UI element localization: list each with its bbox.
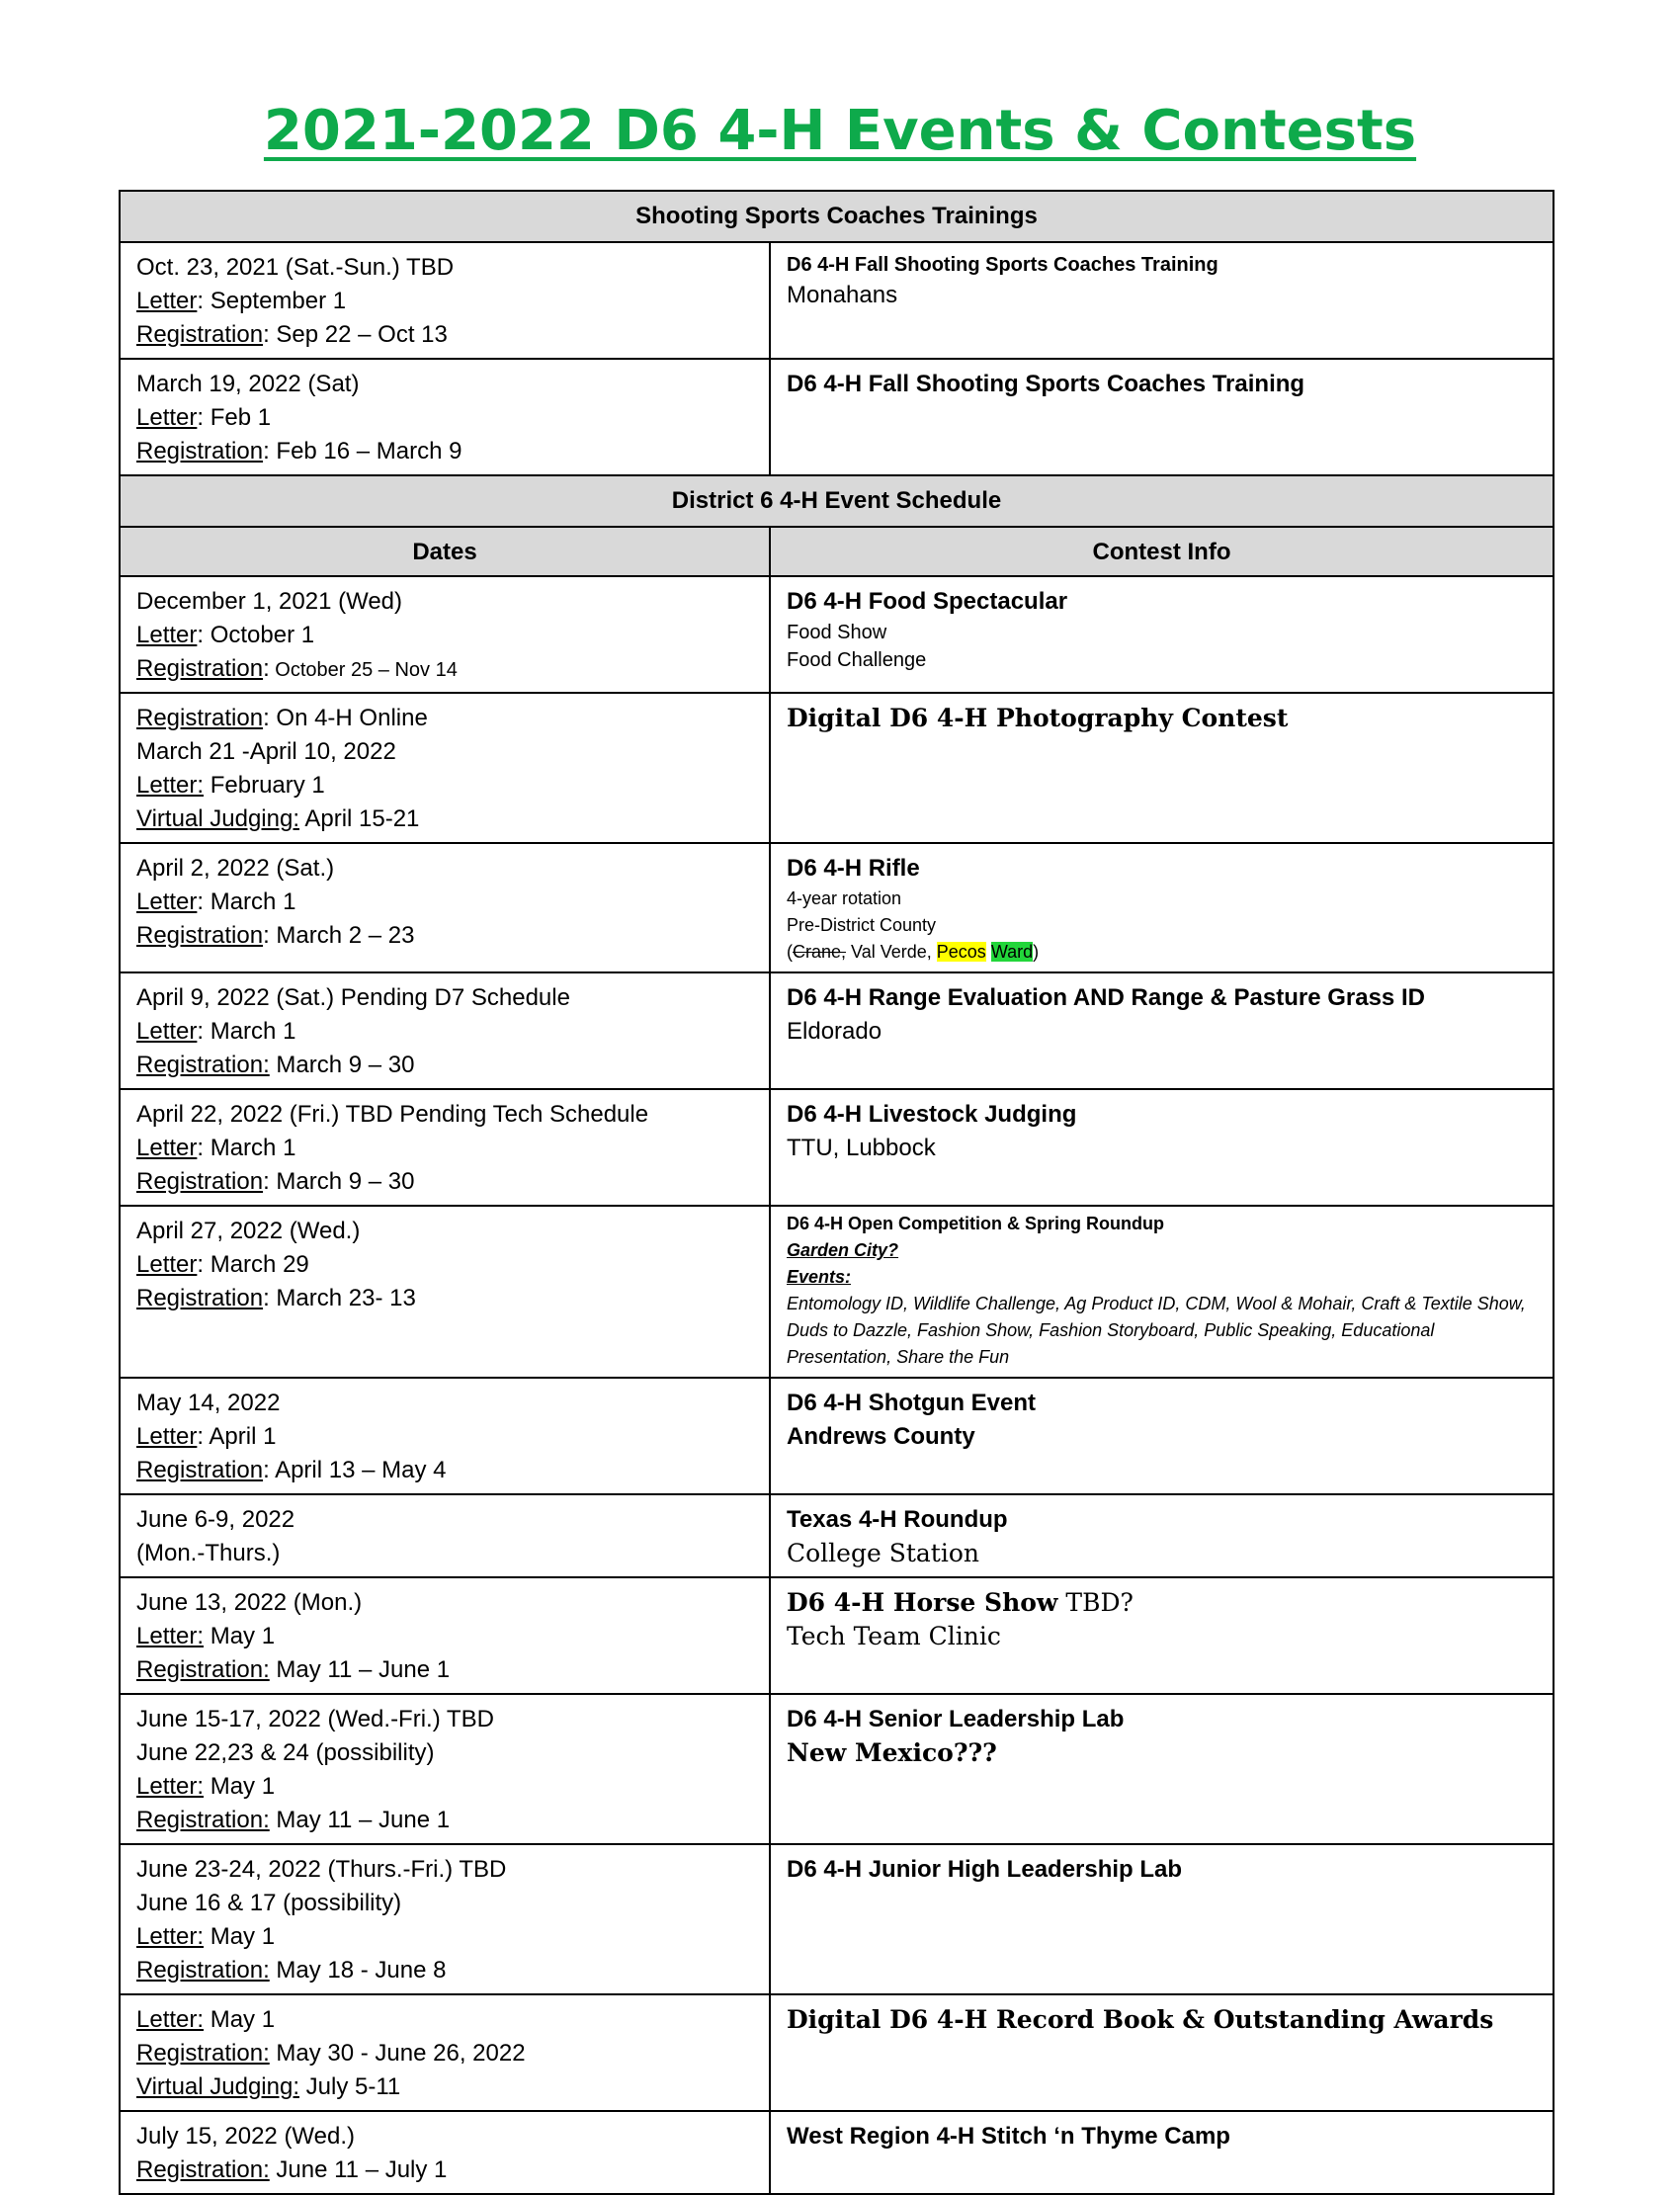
letter-label: Letter (136, 888, 198, 915)
letter-date: Feb 1 (204, 404, 272, 431)
table-row (120, 1694, 1554, 1844)
event-name: D6 4-H Fall Shooting Sports Coaches Training (787, 371, 1305, 397)
event-date: June 23-24, 2022 (Thurs.-Fri.) TBD (136, 1856, 507, 1883)
event-date: April 2, 2022 (Sat.) (136, 855, 335, 882)
event-location: TTU, Lubbock (787, 1135, 936, 1161)
virtual-judging-dates: July 5-11 (299, 2073, 401, 2100)
virtual-judging-label: Virtual Judging: (136, 2073, 299, 2100)
contest-cell (770, 843, 1554, 972)
contest-cell (770, 1844, 1554, 1994)
event-location: New Mexico??? (787, 1738, 997, 1767)
letter-label: Letter: (136, 1623, 205, 1649)
dates-cell: April 2, 2022 (Sat.) Letter: March 1 Registration: March 2 – 23 (120, 843, 770, 972)
column-header-dates: Dates (120, 527, 770, 576)
event-name: D6 4-H Range Evaluation AND Range & Pasture Grass ID (787, 984, 1425, 1011)
event-name: D6 4-H Horse Show (787, 1588, 1058, 1617)
events-list: Entomology ID, Wildlife Challenge, Ag Product ID, CDM, Wool & Mohair, Craft & Textile Show, Duds to Dazzle, Fashion Show, Fashion Storyboard, Public Speaking, Educational Presentation, Share the Fun (787, 1294, 1526, 1367)
registration-dates: March 9 – 30 (269, 1052, 415, 1078)
registration-dates: October 25 – Nov 14 (269, 659, 458, 681)
contest-cell (770, 1378, 1554, 1494)
letter-label: Letter (136, 288, 198, 314)
contest-cell (770, 1694, 1554, 1844)
registration-label: Registration (136, 655, 264, 682)
contest-cell (770, 1494, 1554, 1577)
letter-label: Letter (136, 622, 198, 648)
event-name: D6 4-H Open Competition & Spring Roundup (787, 1214, 1164, 1233)
registration-label: Registration (136, 922, 264, 949)
registration-label: Registration (136, 438, 264, 464)
event-date: June 13, 2022 (Mon.) (136, 1589, 363, 1616)
dates-cell: March 19, 2022 (Sat) Letter: Feb 1 Registration: Feb 16 – March 9 (120, 359, 770, 475)
registration-label: Registration: (136, 1052, 270, 1078)
contest-cell (770, 1089, 1554, 1206)
event-date: April 27, 2022 (Wed.) (136, 1218, 361, 1244)
letter-date: April 1 (204, 1423, 277, 1450)
event-location: Monahans (787, 282, 898, 308)
registration-label: Registration: (136, 1656, 270, 1683)
letter-date: October 1 (204, 622, 315, 648)
letter-date: May 1 (204, 1623, 276, 1649)
table-row (120, 843, 1554, 972)
county-crane: Crane, (793, 942, 847, 962)
event-status: TBD? (1057, 1588, 1134, 1617)
event-location: Andrews County (787, 1423, 975, 1450)
dates-cell: May 14, 2022 Letter: April 1 Registration: April 13 – May 4 (120, 1378, 770, 1494)
contest-cell (770, 576, 1554, 693)
event-location: Garden City? (787, 1240, 899, 1260)
column-header-contest-info: Contest Info (770, 527, 1554, 576)
virtual-judging-dates: April 15-21 (299, 805, 420, 832)
event-date: March 19, 2022 (Sat) (136, 371, 360, 397)
event-name: D6 4-H Senior Leadership Lab (787, 1706, 1125, 1732)
table-row (120, 1844, 1554, 1994)
registration-label: Registration: (136, 1957, 270, 1984)
event-date: April 22, 2022 (Fri.) TBD Pending Tech Schedule (136, 1101, 649, 1128)
section-header-district: District 6 4-H Event Schedule (120, 475, 1554, 527)
letter-label: Letter (136, 1135, 198, 1161)
county-val-verde: Val Verde, (846, 942, 937, 962)
contest-cell (770, 972, 1554, 1089)
letter-date: September 1 (204, 288, 347, 314)
table-row (120, 1994, 1554, 2111)
county-pecos: Pecos (936, 942, 986, 962)
event-date: Oct. 23, 2021 (Sat.-Sun.) TBD (136, 254, 455, 281)
letter-label: Letter (136, 404, 198, 431)
registration-label: Registration: (136, 2040, 270, 2067)
dates-cell (120, 1577, 770, 1694)
letter-date: March 1 (204, 1135, 296, 1161)
letter-label: Letter: (136, 772, 205, 799)
dates-cell (120, 1844, 770, 1994)
registration-dates: Feb 16 – March 9 (269, 438, 462, 464)
event-name: Digital D6 4-H Record Book & Outstanding Awards (787, 2005, 1494, 2034)
dates-cell: April 27, 2022 (Wed.) Letter: March 29 Registration: March 23- 13 (120, 1206, 770, 1378)
letter-date: February 1 (204, 772, 325, 799)
event-location: Tech Team Clinic (787, 1622, 1001, 1650)
letter-date: March 1 (204, 1018, 296, 1045)
registration-label: Registration: (136, 2156, 270, 2183)
letter-label: Letter: (136, 2006, 205, 2033)
dates-cell (120, 2111, 770, 2194)
letter-label: Letter (136, 1251, 198, 1278)
registration-label: Registration (136, 1285, 264, 1311)
event-date: March 21 -April 10, 2022 (136, 738, 396, 765)
table-row (120, 2111, 1554, 2194)
contest-cell (770, 1994, 1554, 2111)
dates-cell: Registration: On 4-H Online March 21 -April 10, 2022 Letter: February 1 Virtual Judging: April 15-21 (120, 693, 770, 843)
registration-label: Registration: (136, 1807, 270, 1833)
event-name: D6 4-H Livestock Judging (787, 1101, 1077, 1128)
letter-date: March 29 (204, 1251, 309, 1278)
event-date: June 6-9, 2022 (136, 1506, 295, 1533)
registration-label: Registration (136, 1168, 264, 1195)
event-name: West Region 4-H Stitch ‘n Thyme Camp (787, 2123, 1230, 2150)
letter-label: Letter: (136, 1773, 205, 1800)
registration-dates: May 11 – June 1 (269, 1656, 451, 1683)
event-date: June 15-17, 2022 (Wed.-Fri.) TBD (136, 1706, 494, 1732)
registration-dates: March 9 – 30 (269, 1168, 415, 1195)
event-detail: Food Show (787, 622, 887, 643)
dates-cell: April 9, 2022 (Sat.) Pending D7 Schedule Letter: March 1 Registration: March 9 – 30 (120, 972, 770, 1089)
dates-cell: December 1, 2021 (Wed) Letter: October 1 Registration: October 25 – Nov 14 (120, 576, 770, 693)
contest-cell (770, 1206, 1554, 1378)
table-row (120, 1206, 1554, 1378)
letter-label: Letter (136, 1018, 198, 1045)
registration-dates: May 11 – June 1 (269, 1807, 451, 1833)
alternate-date: June 16 & 17 (possibility) (136, 1890, 402, 1916)
event-name: Digital D6 4-H Photography Contest (787, 704, 1289, 732)
registration-dates: April 13 – May 4 (269, 1457, 447, 1483)
dates-cell (120, 1494, 770, 1577)
table-row (120, 1089, 1554, 1206)
registration-label: Registration (136, 705, 264, 731)
contest-cell (770, 242, 1554, 359)
contest-cell (770, 1577, 1554, 1694)
event-name: D6 4-H Shotgun Event (787, 1390, 1037, 1416)
contest-cell (770, 359, 1554, 475)
event-date: April 9, 2022 (Sat.) Pending D7 Schedule (136, 984, 570, 1011)
registration-dates: May 30 - June 26, 2022 (269, 2040, 526, 2067)
table-row (120, 693, 1554, 843)
registration-label: Registration (136, 321, 264, 348)
registration-dates: May 18 - June 8 (269, 1957, 447, 1984)
event-detail: Food Challenge (787, 649, 927, 671)
dates-cell (120, 1694, 770, 1844)
event-name: D6 4-H Junior High Leadership Lab (787, 1856, 1183, 1883)
letter-date: March 1 (204, 888, 296, 915)
registration-label: Registration (136, 1457, 264, 1483)
event-name: D6 4-H Fall Shooting Sports Coaches Training (787, 254, 1218, 276)
event-detail: Pre-District County (787, 915, 937, 935)
table-row (120, 972, 1554, 1089)
alternate-date: June 22,23 & 24 (possibility) (136, 1739, 435, 1766)
events-label: Events: (787, 1267, 852, 1287)
event-name: Texas 4-H Roundup (787, 1506, 1008, 1533)
letter-date: May 1 (204, 2006, 276, 2033)
letter-date: May 1 (204, 1923, 276, 1950)
virtual-judging-label: Virtual Judging: (136, 805, 299, 832)
registration-dates: On 4-H Online (269, 705, 428, 731)
event-location: College Station (787, 1539, 979, 1567)
dates-cell: Oct. 23, 2021 (Sat.-Sun.) TBD Letter: September 1 Registration: Sep 22 – Oct 13 (120, 242, 770, 359)
letter-label: Letter (136, 1423, 198, 1450)
page-title: 2021-2022 D6 4-H Events & Contests (263, 99, 1417, 163)
dates-cell (120, 1994, 770, 2111)
table-row (120, 242, 1554, 359)
event-date: July 15, 2022 (Wed.) (136, 2123, 356, 2150)
section-header-shooting: Shooting Sports Coaches Trainings (120, 191, 1554, 242)
event-location: Eldorado (787, 1018, 882, 1045)
event-days: (Mon.-Thurs.) (136, 1540, 281, 1566)
table-row (120, 359, 1554, 475)
event-date: May 14, 2022 (136, 1390, 281, 1416)
letter-date: May 1 (204, 1773, 276, 1800)
letter-label: Letter: (136, 1923, 205, 1950)
registration-dates: March 23- 13 (269, 1285, 416, 1311)
table-row (120, 1378, 1554, 1494)
registration-dates: June 11 – July 1 (269, 2156, 448, 2183)
county-ward: Ward (990, 942, 1034, 962)
event-detail: 4-year rotation (787, 888, 902, 908)
event-name: D6 4-H Rifle (787, 855, 920, 882)
table-row (120, 1577, 1554, 1694)
registration-dates: March 2 – 23 (269, 922, 415, 949)
contest-cell (770, 2111, 1554, 2194)
table-row (120, 576, 1554, 693)
dates-cell: April 22, 2022 (Fri.) TBD Pending Tech Schedule Letter: March 1 Registration: March 9 – 30 (120, 1089, 770, 1206)
county-rotation: (Crane, Val Verde, Pecos Ward) (787, 942, 1040, 962)
table-row (120, 1494, 1554, 1577)
registration-dates: Sep 22 – Oct 13 (269, 321, 448, 348)
events-table (119, 190, 1554, 2195)
event-name: D6 4-H Food Spectacular (787, 588, 1068, 615)
event-date: December 1, 2021 (Wed) (136, 588, 403, 615)
contest-cell (770, 693, 1554, 843)
